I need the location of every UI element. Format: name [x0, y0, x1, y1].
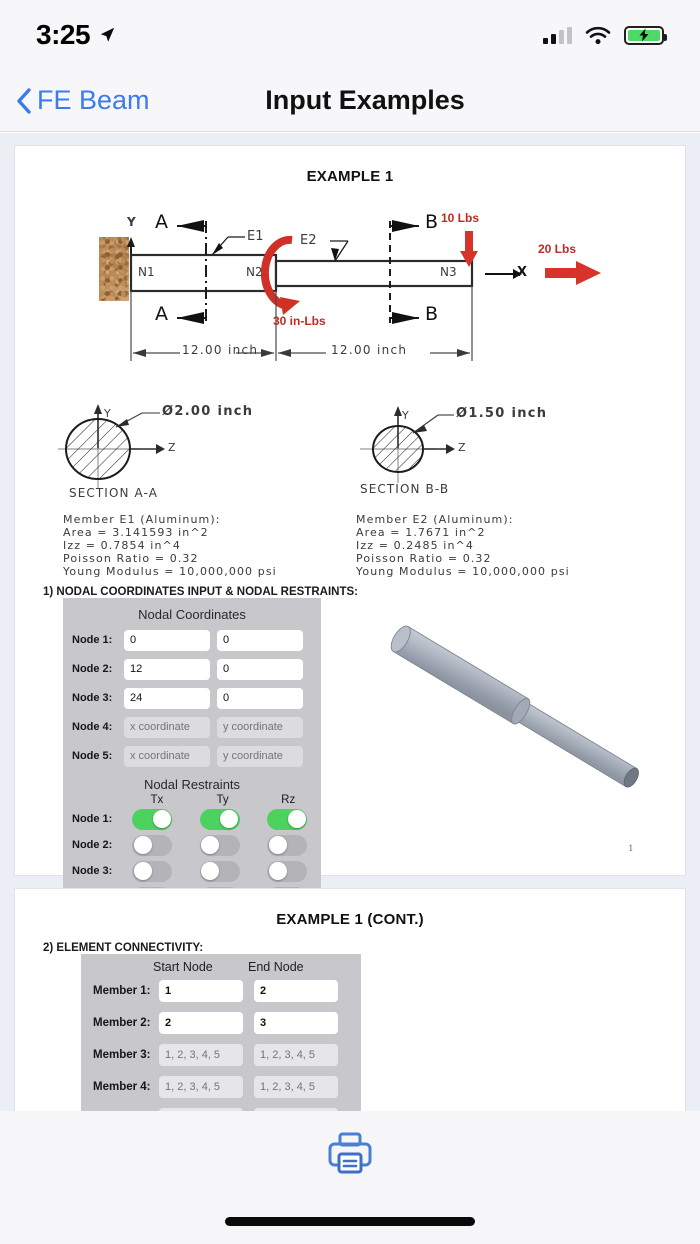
status-bar — [0, 0, 700, 70]
restraint-node-3-label: Node 3: — [72, 865, 113, 877]
member-e2-line-5: Young Modulus = 10,000,000 psi — [356, 565, 570, 578]
restraint-node-2-rz-toggle[interactable] — [267, 835, 307, 856]
member-3-start-input[interactable] — [159, 1044, 243, 1066]
toggle-knob — [269, 836, 287, 854]
load-label-horizontal: 20 Lbs — [538, 242, 577, 256]
member-e1-line-4: Poisson Ratio = 0.32 — [63, 552, 199, 565]
element-label-e1: E1 — [247, 229, 264, 244]
battery-charging-icon — [624, 26, 664, 45]
node-3-y-input[interactable] — [217, 688, 303, 709]
restraint-col-ty: Ty — [216, 794, 229, 806]
section-views — [30, 395, 670, 580]
node-4-x-input[interactable] — [124, 717, 210, 738]
section-a-axis-y: Y — [104, 407, 111, 420]
example-title: EXAMPLE 1 — [306, 168, 394, 185]
restraint-node-1-rz-toggle[interactable] — [267, 809, 307, 830]
element-label-e2: E2 — [300, 233, 317, 248]
node-2-label: Node 2: — [72, 663, 113, 675]
member-4-label: Member 4: — [93, 1081, 151, 1093]
connectivity-col-end: End Node — [248, 960, 304, 974]
table-row — [63, 858, 321, 884]
section-a-diameter: Ø2.00 inch — [162, 404, 254, 419]
beam-3d-render — [349, 561, 669, 881]
table-row — [81, 1074, 361, 1100]
member-4-end-input[interactable] — [254, 1076, 338, 1098]
render-page-number: 1 — [628, 843, 633, 853]
status-bar-left — [36, 19, 116, 51]
cellular-signal-icon — [543, 27, 572, 44]
location-arrow-icon — [98, 26, 116, 44]
member-1-start-input[interactable] — [159, 980, 243, 1002]
member-1-label: Member 1: — [93, 985, 151, 997]
printer-icon — [326, 1131, 374, 1177]
axis-label-x: X — [517, 265, 528, 280]
node-1-x-input[interactable] — [124, 630, 210, 651]
node-3-x-input[interactable] — [124, 688, 210, 709]
status-bar-right — [543, 26, 664, 45]
nodal-restraints-title: Nodal Restraints — [143, 777, 241, 792]
node-1-label: Node 1: — [72, 634, 113, 646]
restraint-node-2-tx-toggle[interactable] — [132, 835, 172, 856]
load-label-vertical: 10 Lbs — [441, 211, 480, 225]
toggle-knob — [201, 836, 219, 854]
section-cut-label-a-bottom: A — [155, 303, 168, 325]
node-4-label: Node 4: — [72, 721, 113, 733]
table-row — [81, 1042, 361, 1068]
member-2-start-input[interactable] — [159, 1012, 243, 1034]
member-2-label: Member 2: — [93, 1017, 151, 1029]
connectivity-col-start: Start Node — [153, 960, 213, 974]
section-b-axis-z: Z — [458, 441, 466, 454]
section-a-axis-z: Z — [168, 441, 176, 454]
member-1-end-input[interactable] — [254, 980, 338, 1002]
toggle-knob — [269, 862, 287, 880]
section-b-diameter: Ø1.50 inch — [456, 406, 548, 421]
table-row — [63, 686, 321, 710]
table-row — [63, 832, 321, 858]
member-e2-line-2: Area = 1.7671 in^2 — [356, 526, 486, 539]
nodal-coordinates-title: Nodal Coordinates — [138, 607, 246, 622]
dimension-label-right: 12.00 inch — [331, 343, 408, 357]
home-indicator — [225, 1217, 475, 1226]
beam-diagram — [30, 193, 670, 393]
beam-3d-svg — [349, 561, 669, 881]
member-4-start-input[interactable] — [159, 1076, 243, 1098]
member-e1-line-3: Izz = 0.7854 in^4 — [63, 539, 181, 552]
page-title: Input Examples — [265, 85, 465, 115]
node-2-x-input[interactable] — [124, 659, 210, 680]
beam-diagram-svg — [30, 193, 670, 393]
restraint-node-3-tx-toggle[interactable] — [132, 861, 172, 882]
print-button[interactable] — [326, 1131, 374, 1244]
node-5-label: Node 5: — [72, 750, 113, 762]
dimension-label-left: 12.00 inch — [182, 343, 259, 357]
section-a-caption: SECTION A-A — [69, 486, 159, 500]
section-b-axis-y: Y — [402, 409, 409, 422]
back-button[interactable] — [16, 85, 150, 116]
toggle-knob — [134, 836, 152, 854]
restraint-node-3-rz-toggle[interactable] — [267, 861, 307, 882]
member-e2-line-3: Izz = 0.2485 in^4 — [356, 539, 474, 552]
section-b-caption: SECTION B-B — [360, 482, 450, 496]
load-label-moment: 30 in-Lbs — [273, 314, 326, 328]
toggle-knob — [153, 810, 171, 828]
restraint-col-tx: Tx — [150, 794, 164, 806]
restraint-node-1-tx-toggle[interactable] — [132, 809, 172, 830]
chevron-left-icon — [16, 88, 32, 114]
node-label-n2: N2 — [246, 265, 263, 279]
element-connectivity-panel — [81, 954, 361, 1132]
member-e2-line-4: Poisson Ratio = 0.32 — [356, 552, 492, 565]
toggle-knob — [201, 862, 219, 880]
member-e1-line-5: Young Modulus = 10,000,000 psi — [63, 565, 277, 578]
section-cut-label-b-top: B — [425, 211, 439, 233]
restraint-node-1-ty-toggle[interactable] — [200, 809, 240, 830]
member-e1-line-1: Member E1 (Aluminum): — [63, 513, 221, 526]
node-5-x-input[interactable] — [124, 746, 210, 767]
node-4-y-input[interactable] — [217, 717, 303, 738]
restraint-node-2-ty-toggle[interactable] — [200, 835, 240, 856]
clock-label: 3:25 — [36, 19, 91, 50]
toggle-knob — [288, 810, 306, 828]
member-2-end-input[interactable] — [254, 1012, 338, 1034]
member-e2-line-1: Member E2 (Aluminum): — [356, 513, 514, 526]
table-row — [63, 715, 321, 739]
example-cont-title: EXAMPLE 1 (CONT.) — [276, 911, 424, 928]
restraint-node-3-ty-toggle[interactable] — [200, 861, 240, 882]
toggle-knob — [220, 810, 238, 828]
document-page-1 — [14, 145, 686, 876]
section-cut-label-a-top: A — [155, 211, 168, 233]
node-3-label: Node 3: — [72, 692, 113, 704]
table-row — [63, 657, 321, 681]
restraint-col-rz: Rz — [281, 794, 296, 806]
node-2-y-input[interactable] — [217, 659, 303, 680]
connectivity-column-headers — [81, 960, 361, 978]
table-row — [63, 744, 321, 768]
navigation-bar — [0, 70, 700, 132]
node-label-n1: N1 — [138, 265, 155, 279]
wifi-icon — [585, 26, 611, 45]
table-row — [63, 806, 321, 832]
restraints-column-headers — [63, 794, 321, 806]
back-button-label: FE Beam — [37, 85, 150, 115]
node-5-y-input[interactable] — [217, 746, 303, 767]
table-row — [63, 628, 321, 652]
bolt-icon — [639, 29, 650, 42]
member-e1-line-2: Area = 3.141593 in^2 — [63, 526, 209, 539]
nodal-coordinates-heading: 1) NODAL COORDINATES INPUT & NODAL RESTRAINTS: — [43, 586, 358, 598]
axis-label-y: Y — [127, 215, 136, 229]
table-row — [81, 978, 361, 1004]
table-row — [81, 1010, 361, 1036]
bottom-toolbar — [0, 1111, 700, 1244]
element-connectivity-heading: 2) ELEMENT CONNECTIVITY: — [43, 942, 204, 954]
member-3-label: Member 3: — [93, 1049, 151, 1061]
node-1-y-input[interactable] — [217, 630, 303, 651]
restraint-node-1-label: Node 1: — [72, 813, 113, 825]
section-cut-label-b-bottom: B — [425, 303, 439, 325]
restraint-node-2-label: Node 2: — [72, 839, 113, 851]
document-scroll-area[interactable] — [0, 133, 700, 1111]
toggle-knob — [134, 862, 152, 880]
member-3-end-input[interactable] — [254, 1044, 338, 1066]
node-label-n3: N3 — [440, 265, 457, 279]
